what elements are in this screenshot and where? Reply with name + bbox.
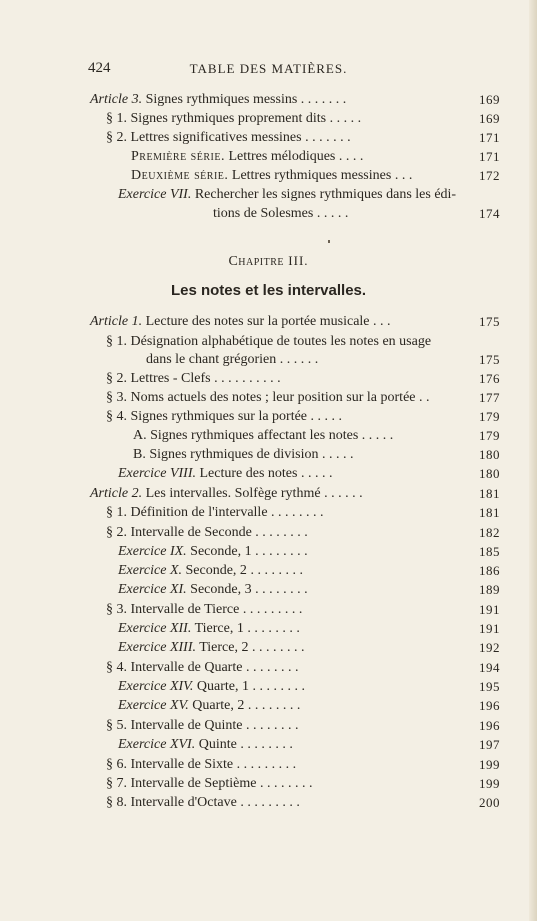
toc-entry <box>0 543 537 563</box>
entry-text: Les intervalles. Solfège rythmé <box>142 486 321 501</box>
entry-label: § 1. <box>106 111 127 126</box>
entry-page: 181 <box>479 505 500 520</box>
entry-label: § 7. <box>106 776 127 791</box>
entry-dots: . . . . . <box>297 466 333 481</box>
entry-text: Intervalle d'Octave <box>127 795 237 810</box>
entry-page: 169 <box>479 92 500 107</box>
entry-page: 171 <box>479 130 500 145</box>
entry-text: Signes rythmiques sur la portée <box>127 409 308 424</box>
entry-text: Lettres mélodiques <box>224 149 336 164</box>
toc-entry <box>0 659 537 679</box>
entry-text: Quarte, 2 <box>188 698 245 713</box>
entry-text: Lecture des notes sur la portée musicale <box>142 314 370 329</box>
chapter-label: Chapitre <box>228 254 285 269</box>
entry-text: Intervalle de Tierce <box>127 602 240 617</box>
entry-text: Intervalle de Septième <box>127 776 257 791</box>
entry-text: Lecture des notes <box>195 466 298 481</box>
entry-dots: . . . . . <box>358 428 394 443</box>
toc-entry <box>0 524 537 544</box>
entry-text: Signes rythmiques messins <box>142 92 298 107</box>
entry-dots: . . . . . . . . <box>249 679 305 694</box>
ornament-dot <box>328 240 330 243</box>
entry-text: Définition de l'intervalle <box>127 505 268 520</box>
entry-dots: . . . <box>391 168 413 183</box>
chapter-heading <box>0 253 537 270</box>
entry-text: Lettres - Clefs <box>127 371 211 386</box>
entry-text: Intervalle de Quarte <box>127 660 243 675</box>
entry-dots: . . . . . . . . . <box>239 602 303 617</box>
entry-label: § 2. <box>106 130 127 145</box>
entry-page: 191 <box>479 621 500 636</box>
entry-label: § 8. <box>106 795 127 810</box>
toc-entry <box>0 717 537 737</box>
toc-entry <box>0 167 537 187</box>
toc-entry <box>0 427 537 447</box>
entry-text: Lettres significatives messines <box>127 130 302 145</box>
toc-entry <box>0 205 537 225</box>
entry-page: 180 <box>479 447 500 462</box>
entry-page: 191 <box>479 602 500 617</box>
entry-page: 169 <box>479 111 500 126</box>
entry-dots: . . . . . . . . <box>256 776 313 791</box>
entry-label: § 2. <box>106 371 127 386</box>
entry-dots: . . . . . . . . <box>242 718 299 733</box>
entry-page: 181 <box>479 486 500 501</box>
entry-label: Exercice IX. <box>118 544 187 559</box>
toc-entry <box>0 313 537 333</box>
entry-label: § 1. <box>106 334 127 349</box>
toc-entry <box>0 408 537 428</box>
entry-page: 179 <box>479 428 500 443</box>
entry-text: Signes rythmiques de division <box>145 447 319 462</box>
entry-label: Exercice VIII. <box>118 466 196 481</box>
entry-label: § 3. <box>106 390 127 405</box>
running-header <box>0 60 537 80</box>
entry-text: Rechercher les signes rythmiques dans les édi- <box>191 187 457 202</box>
entry-dots: . . . . . . . . <box>248 640 305 655</box>
entry-text: Seconde, 1 <box>186 544 252 559</box>
page-number: 424 <box>88 60 111 76</box>
entry-dots: . . . . . <box>318 447 354 462</box>
entry-page: 172 <box>479 168 500 183</box>
entry-text: Tierce, 1 <box>191 621 244 636</box>
toc-entry <box>0 504 537 524</box>
entry-label: A. <box>133 428 147 443</box>
entry-label: Exercice VII. <box>118 187 192 202</box>
entry-label: Article 1. <box>90 314 143 329</box>
entry-label: § 4. <box>106 660 127 675</box>
toc-entry <box>0 186 537 206</box>
entry-text: Signes rythmiques affectant les notes <box>146 428 359 443</box>
toc-entry <box>0 485 537 505</box>
entry-dots: . . . . . <box>313 206 349 221</box>
entry-label: Deuxième série. <box>131 168 229 183</box>
entry-page: 182 <box>479 525 500 540</box>
entry-page: 185 <box>479 544 500 559</box>
entry-label: Exercice XVI. <box>118 737 196 752</box>
entry-page: 197 <box>479 737 500 752</box>
entry-text: Désignation alphabétique de toutes les notes en usage <box>127 334 432 349</box>
entry-dots: . . . . . . . <box>301 130 351 145</box>
toc-entry <box>0 794 537 814</box>
entry-text: Intervalle de Seconde <box>127 525 252 540</box>
entry-label: Première série. <box>131 149 225 164</box>
toc-entry <box>0 370 537 390</box>
entry-text: Tierce, 2 <box>195 640 249 655</box>
toc-entry <box>0 351 537 371</box>
entry-page: 175 <box>479 314 500 329</box>
entry-dots: . . . . . . . . . <box>233 757 297 772</box>
entry-dots: . . . . . . <box>276 352 319 367</box>
entry-page: 180 <box>479 466 500 481</box>
entry-page: 174 <box>479 206 500 221</box>
entry-text: Quarte, 1 <box>193 679 249 694</box>
toc-entry <box>0 148 537 168</box>
entry-page: 192 <box>479 640 500 655</box>
entry-page: 194 <box>479 660 500 675</box>
toc-entry <box>0 775 537 795</box>
entry-page: 199 <box>479 776 500 791</box>
entry-dots: . . . . . . . . . <box>236 795 300 810</box>
toc-entry <box>0 446 537 466</box>
entry-dots: . . . . . . . . <box>236 737 293 752</box>
entry-label: § 2. <box>106 525 127 540</box>
entry-page: 186 <box>479 563 500 578</box>
toc-entry <box>0 562 537 582</box>
entry-text: Intervalle de Quinte <box>127 718 243 733</box>
entry-label: § 3. <box>106 602 127 617</box>
toc-entry <box>0 465 537 485</box>
entry-page: 199 <box>479 757 500 772</box>
entry-dots: . . . . . . . <box>297 92 347 107</box>
entry-text: Seconde, 3 <box>186 582 252 597</box>
toc-entry <box>0 110 537 130</box>
entry-label: § 5. <box>106 718 127 733</box>
entry-page: 177 <box>479 390 500 405</box>
entry-label: § 4. <box>106 409 127 424</box>
toc-entry <box>0 736 537 756</box>
toc-entry <box>0 581 537 601</box>
toc-entry <box>0 697 537 717</box>
toc-entry <box>0 620 537 640</box>
entry-dots: . . . <box>369 314 391 329</box>
entry-page: 175 <box>479 352 500 367</box>
entry-label: § 1. <box>106 505 127 520</box>
entry-page: 200 <box>479 795 500 810</box>
entry-text: dans le chant grégorien <box>146 352 277 367</box>
toc-entry <box>0 333 537 353</box>
entry-page: 195 <box>479 679 500 694</box>
entry-dots: . . . . . . <box>320 486 363 501</box>
entry-dots: . . <box>415 390 430 405</box>
entry-text: Signes rythmiques proprement dits <box>127 111 327 126</box>
entry-dots: . . . . . <box>307 409 343 424</box>
entry-text: Seconde, 2 <box>182 563 247 578</box>
toc-entry <box>0 129 537 149</box>
toc-entry <box>0 601 537 621</box>
entry-dots: . . . . . . . . <box>267 505 324 520</box>
entry-text: Noms actuels des notes ; leur position sur la portée <box>127 390 416 405</box>
toc-entry <box>0 639 537 659</box>
entry-dots: . . . . . . . . <box>251 544 308 559</box>
entry-dots: . . . . <box>335 149 364 164</box>
entry-page: 196 <box>479 698 500 713</box>
toc-entry <box>0 678 537 698</box>
entry-dots: . . . . . . . . <box>244 698 301 713</box>
running-title: TABLE DES MATIÈRES. <box>189 61 348 76</box>
entry-page: 176 <box>479 371 500 386</box>
entry-text: Lettres rythmiques messines <box>228 168 392 183</box>
toc-entry <box>0 91 537 111</box>
entry-page: 179 <box>479 409 500 424</box>
entry-label: Exercice XI. <box>118 582 187 597</box>
entry-text: Intervalle de Sixte <box>127 757 234 772</box>
entry-dots: . . . . . . . . <box>251 582 308 597</box>
toc-entry <box>0 389 537 409</box>
entry-label: Exercice XIII. <box>118 640 196 655</box>
entry-label: Exercice XII. <box>118 621 192 636</box>
entry-label: Article 3. <box>90 92 143 107</box>
entry-label: Exercice XV. <box>118 698 189 713</box>
entry-label: B. <box>133 447 146 462</box>
entry-text: tions de Solesmes <box>213 206 314 221</box>
section-title: Les notes et les intervalles. <box>170 282 367 299</box>
entry-dots: . . . . . . . . <box>246 563 303 578</box>
entry-page: 171 <box>479 149 500 164</box>
entry-label: Exercice XIV. <box>118 679 194 694</box>
toc-entry <box>0 756 537 776</box>
entry-dots: . . . . . <box>326 111 362 126</box>
entry-dots: . . . . . . . . . . <box>210 371 281 386</box>
entry-label: Exercice X. <box>118 563 182 578</box>
entry-dots: . . . . . . . . <box>242 660 299 675</box>
entry-dots: . . . . . . . . <box>251 525 308 540</box>
entry-label: Article 2. <box>90 486 143 501</box>
entry-page: 196 <box>479 718 500 733</box>
entry-label: § 6. <box>106 757 127 772</box>
entry-text: Quinte <box>195 737 237 752</box>
entry-dots: . . . . . . . . <box>243 621 300 636</box>
entry-page: 189 <box>479 582 500 597</box>
chapter-number: III. <box>288 253 309 268</box>
